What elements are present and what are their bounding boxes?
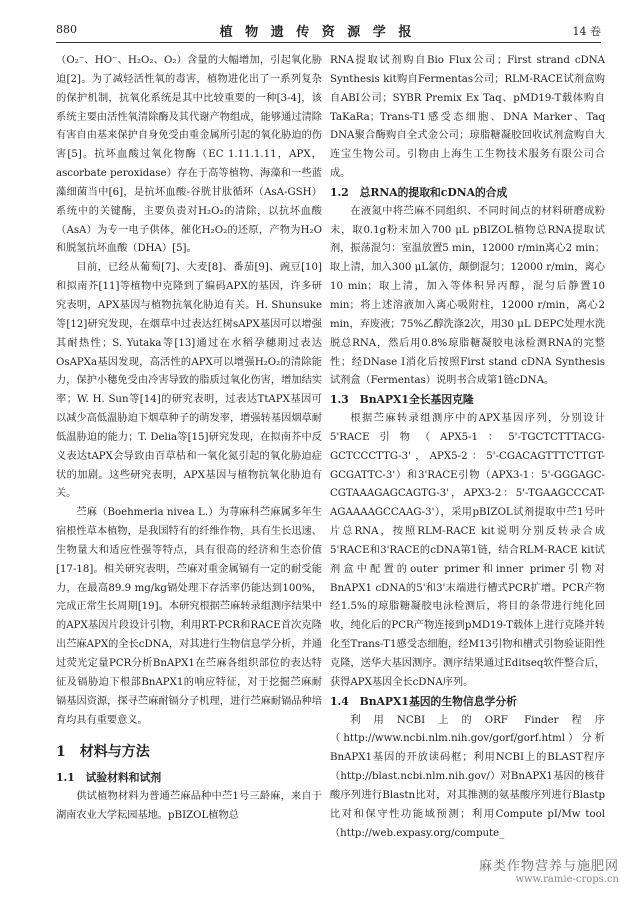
page-number: 880 [56,23,77,36]
page-header [0,0,635,60]
left-column [56,52,322,826]
watermark-url: www.ramie-crops.cn [515,874,619,885]
subsection-heading: 1.1 试验材料和试剂 [56,771,162,785]
paragraph: RNA提取试剂购自Bio Flux公司；First strand cDNA Synthesis kit购自Fermentas公司；RLM-RACE试剂盒购自ABI公司；SYBR Premix Ex Taq、pMD19-T载体购自TaKaRa；Trans-T1感受态细胞、DNA Marker、Taq DNA聚合酶购自全式金公司；琼脂糖凝胶回收试剂盒购自大连宝生物公司。引物由上海生工生物技术服务有限公司合成。 [330,55,605,180]
paragraph: 供试植物材料为普通苎麻品种中苎1号三龄麻，来自于湖南农业大学耘园基地。pBIZOL植物总 [56,791,322,822]
paragraph: 利用NCBI上的ORF Finder程序（http://www.ncbi.nlm.nih.gov/gorf/gorf.html）分析BnAPX1基因的开放读码框；利用NCBI上的BLAST程序（http://blast.ncbi.nlm.nih.gov/）对BnAPX1基因的核苷酸序列进行Blastn比对，对其推测的氨基酸序列进行Blastp比对和保守性功能域预测；利用Compute pI/Mw tool（http://web.expasy.org/compute_ [330,714,605,839]
right-column [330,52,605,843]
watermark-title: 麻类作物营养与施肥网 [478,859,619,874]
journal-title: 植 物 遗 传 资 源 学 报 [219,25,416,40]
subsection-heading: 1.2 总RNA的提取和cDNA的合成 [330,185,508,199]
volume-label: 14 卷 [572,25,601,38]
header-rule [56,42,601,43]
paragraph: 苎麻（Boehmeria nivea L.）为荨麻科苎麻属多年生宿根性草本植物，是我国特有的纤维作物，具有生长迅速、生物量大和适应性强等特点，具有很高的经济和生态价值[17-18]。相关研究表明，苎麻对重金属镉有一定的耐受能力，在最高89.9 mg/kg镉处理下存活率仍能达到100%，完成正常生长周期[19]。本研究根据苎麻转录组测序结果中的APX基因片段设计引物，利用RT-PCR和RACE首次克隆出苎麻APX的全长cDNA，对其进行生物信息学分析，并通过荧光定量PCR分析BnAPX1在苎麻各组织部位的表达特征及镉胁迫下根部BnAPX1的响应特征，对于挖掘苎麻耐镉基因资源，探寻苎麻耐镉分子机理，进行苎麻耐镉品种培育均具有重要意义。 [56,507,322,726]
section-heading: 1 材料与方法 [56,744,150,761]
subsection-heading: 1.4 BnAPX1基因的生物信息学分析 [330,694,517,708]
paragraph: 目前，已经从葡萄[7]、大麦[8]、番茄[9]、豌豆[10]和拟南芥[11]等植物中克隆到了编码APX的基因，许多研究表明，APX基因与植物抗氧化胁迫有关。H. Shunsuke等[12]研究发现，在烟草中过表达红树sAPX基因可以增强其耐热性；S. Yutaka等[13]通过在水稻孕穗期过表达OsAPXa基因发现，高活性的APX可以增强H₂O₂的清除能力，保护小穗免受由冷害导致的脂质过氧化伤害，增加结实率；W. H. Sun等[14]的研究表明，过表达TtAPX基因可以减少高低温胁迫下烟草种子的萌发率，增强转基因烟草耐低温胁迫的能力；T. Delia等[15]研究发现，在拟南芥中反义表达tAPX会导致由百草枯和一氧化氮引起的氧化胁迫症状的加剧。这些研究表明，APX基因与植物抗氧化胁迫有关。 [56,262,322,500]
paragraph: （O₂⁻、HO⁻、H₂O₂、O₂）含量的大幅增加，引起氧化胁迫[2]。为了减轻活性氧的毒害，植物进化出了一系列复杂的保护机制，抗氧化系统是其中比较重要的一种[3-4]，该系统主要由活性氧清除酶及其代谢产物组成，能够通过清除有害自由基来保护自身免受由重金属所引起的氧化胁迫的伤害[5]。抗坏血酸过氧化物酶（EC 1.11.1.11，APX，ascorbate peroxidase）存在于高等植物、海藻和一些蓝藻细菌当中[6]，是抗坏血酸-谷胱甘肽循环（AsA-GSH）系统中的关键酶，主要负责对H₂O₂的清除，以抗坏血酸（AsA）为专一电子供体，催化H₂O₂的还原，产物为H₂O和脱氢抗坏血酸（DHA）[5]。 [56,55,322,255]
paragraph: 根据苎麻转录组测序中的APX基因序列，分别设计5'RACE引物（APX5-1：5'-TGCTCTTTACG-GCTCCCTTG-3'，APX5-2：5'-CGACAGTTTCTTGT-GCGATTC-3'）和3'RACE引物（APX3-1：5'-GGGAGC-CGTAAAGAGCAGTG-3'，APX3-2：5'-TGAAGCCCAT-AGAAAAGCCAAG-3'），采用pBIZOL试剂提取中苎1号叶片总RNA，按照RLM-RACE kit说明分别反转录合成5'RACE和3'RACE的cDNA第1链，结合RLM-RACE kit试剂盒中配置的outer primer和inner primer引物对BnAPX1 cDNA的5'和3'末端进行槽式PCR扩增。PCR产物经1.5%的琼脂糖凝胶电泳检测后，将目的条带进行纯化回收，纯化后的PCR产物连接到pMD19-T载体上进行克隆并转化至Trans-T1感受态细胞，经M13引物和槽式引物验证阳性克隆，送华大基因测序。测序结果通过Editseq软件整合后，获得APX基因全长cDNA序列。 [330,413,605,688]
paragraph: 在液氮中将苎麻不同组织、不同时间点的材料研磨成粉末，取0.1g粉末加入700 μL pBIZOL植物总RNA提取试剂，振荡混匀：室温放置5 min，12000 r/min离心2 min；取上清，加入300 μL氯仿，颠倒混匀；12000 r/min，离心10 min；取上清，加入等体积异丙醇，混匀后静置10 min；将上述溶液加入离心吸附柱，12000 r/min，离心2 min，弃废液；75%乙醇洗涤2次，用30 μL DEPC处理水洗脱总RNA，然后用0.8%琼脂糖凝胶电泳检测RNA的完整性；经DNase I消化后按照First stand cDNA Synthesis试剂盒（Fermentas）说明书合成第1链cDNA。 [330,205,605,387]
watermark [479,855,619,885]
subsection-heading: 1.3 BnAPX1全长基因克隆 [330,393,474,407]
